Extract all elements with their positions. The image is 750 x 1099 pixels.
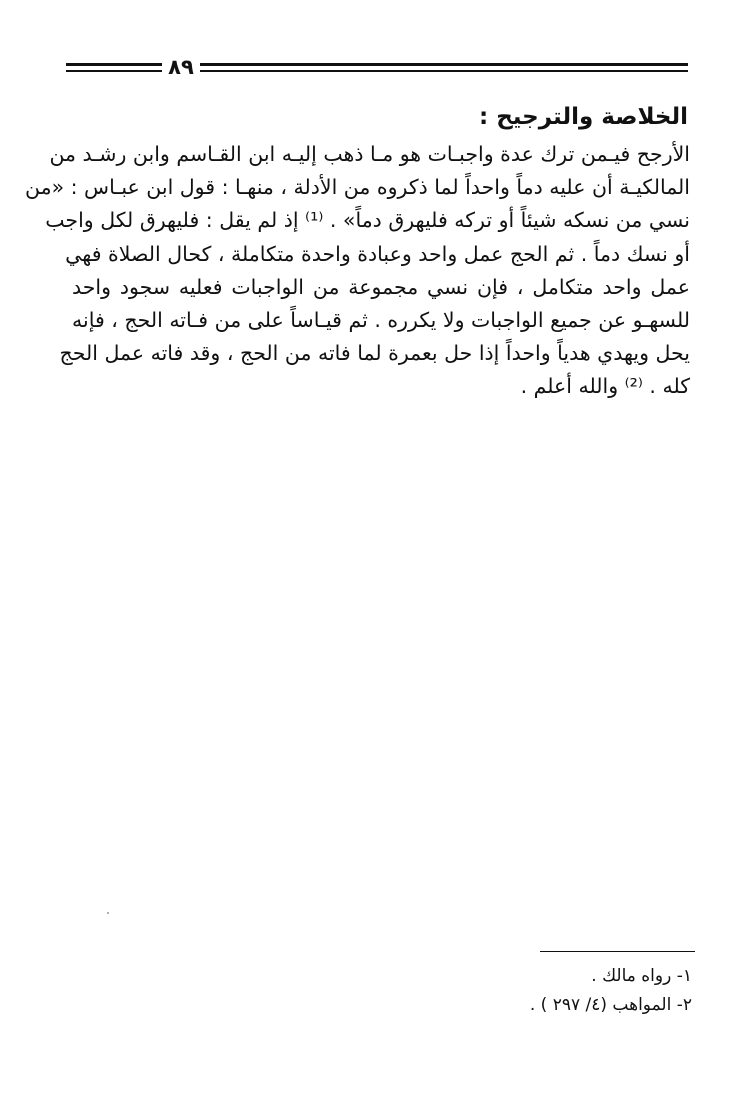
body-line: أو نسك دماً . ثم الحج عمل واحد وعبادة واحدة متكاملة ، كحال الصلاة فهي [65,241,690,266]
body-line: كله . ⁽²⁾ والله أعلم . [520,374,690,399]
page-header [66,55,688,79]
footnotes [400,962,692,1020]
body-line: عمل واحد متكامل ، فإن نسي مجموعة من الواجبات فعليه سجود واحد [72,274,690,299]
body-line: يحل ويهدي هدياً واحداً إذا حل بعمرة لما فاته من الحج ، وقد فاته عمل الحج [59,341,690,366]
section-body [24,138,690,404]
footnote-item: ١- رواه مالك . [591,966,692,986]
body-line: الأرجح فيـمن ترك عدة واجبـات هو مـا ذهب إليـه ابن القـاسم وابن رشـد من [49,142,690,166]
footnote-separator [540,951,695,952]
scan-speck [107,912,109,914]
body-line: المالكيـة أن عليه دماً واحداً لما ذكروه من الأدلة ، منهـا : قول ابن عبـاس : «من [24,175,690,200]
footnote-item: ٢- المواهب (٤/ ٢٩٧ ) . [529,995,692,1015]
section-heading: الخلاصة والترجيح : [479,104,688,130]
body-line: نسي من نسكه شيئاً أو تركه فليهرق دماً» . ⁽¹⁾ إذ لم يقل : فليهرق لكل واجب [45,208,690,233]
main-content [24,100,690,404]
header-rule-right [200,63,688,72]
header-rule-left [66,63,162,72]
body-line: للسهـو عن جميع الواجبات ولا يكرره . ثم قيـاساً على من فـاته الحج ، فإنه [72,308,690,333]
page-number: ٨٩ [168,55,194,79]
